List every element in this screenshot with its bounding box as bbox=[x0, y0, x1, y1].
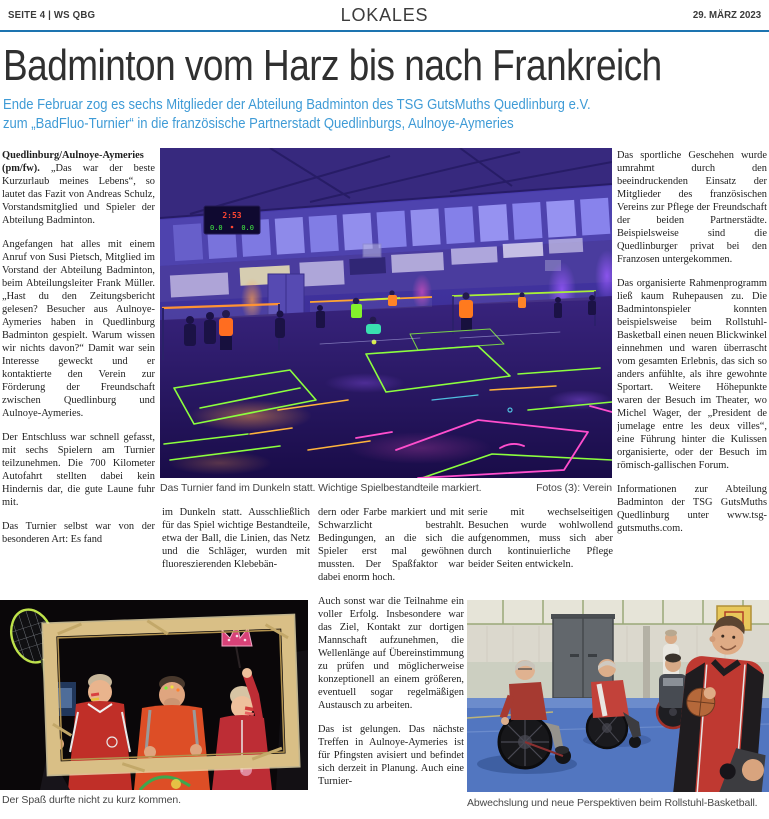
subhead-line-2: zum „BadFluo-Turnier“ in die französische Partnerstadt Quedlinburgs, Aulnoye-Aymeries bbox=[3, 116, 514, 132]
section-title: LOKALES bbox=[340, 5, 429, 25]
paragraph: Auch sonst war die Teilnahme ein voller Erfolg. Insbesondere war das Ziel, Kontakt zur dortigen Mannschaft aufzunehmen, die Wellenlänge auf Übereinstimmung zu prüfen und möglicherweise konzeptionell an einem größeren, eventuell sogar regelmäßigen Austausch zu arbeiten. bbox=[318, 596, 464, 711]
basketball-backboard bbox=[363, 244, 381, 257]
paragraph: Der Entschluss war schnell gefasst, mit sechs Spielern am Turnier teilzunehmen. Die 700 Kilometer Autofahrt stellten dabei kein Hindernis dar, die gute Laune fuhr mit. bbox=[2, 432, 155, 508]
main-photo-caption: Das Turnier fand im Dunkeln statt. Wichtige Spielbestandteile markiert. bbox=[160, 482, 482, 494]
paragraph: Informationen zur Abteilung Badminton der TSG GutsMuths Quedlinburg unter www.tsg-gutsmuths.com. bbox=[617, 484, 767, 534]
accent-rule bbox=[0, 30, 769, 32]
paragraph: Das sportliche Geschehen wurde umrahmt durch den beeindruckenden Einsatz der Mitglieder des französischen Vereins zur Pflege der Freundschaft der beiden Partnerstädte. Beispielsweise sind die Quedlinburger privat bei den Franzosen untergekommen. bbox=[617, 150, 767, 265]
article-column-2 bbox=[162, 506, 310, 602]
headline: Badminton vom Harz bis nach Frankreich bbox=[3, 41, 662, 90]
subhead-line-1: Ende Februar zog es sechs Mitglieder der Abteilung Badminton des TSG GutsMuths Quedlinburg e.V. bbox=[3, 97, 591, 113]
paragraph: Angefangen hat alles mit einem Anruf von Susi Pietsch, Mitglied im Vorstand der Abteilung Badminton, beim Abteilungsleiter Frank Müller. „Hast du den Zeitungsbericht gelesen? Besucher aus Aulnoye-Aymeries haben in Quedlinburg Badminton gespielt. Warum wissen wir nichts davon?“ Damit war sein Interesse geweckt und er kontaktierte den Verein zur Förderung der Freundschaft zwischen Quedlinburg und Aulnoye-Aymeries. bbox=[2, 239, 155, 419]
frame-photo-caption: Der Spaß durfte nicht zu kurz kommen. bbox=[2, 794, 181, 806]
article-column-1 bbox=[2, 149, 155, 601]
frame-photo-team bbox=[0, 600, 308, 790]
scoreboard-score-right: 0.0 bbox=[241, 224, 254, 232]
scoreboard-time: 2:53 bbox=[222, 211, 242, 220]
subhead bbox=[3, 96, 591, 134]
paragraph: im Dunkeln statt. Ausschließlich für das Spiel wichtige Bestandteile, etwa der Ball, die Linien, das Netz und die Schläger, wurden mit fluoreszierenden Klebebän- bbox=[162, 507, 310, 570]
photo-credit: Fotos (3): Verein bbox=[536, 482, 612, 494]
paragraph: serie mit wechselseitigen Besuchen wurde wohlwollend aufgenommen, muss sich aber durch kontinuierliche Pflege beider Seiten entwickeln. bbox=[468, 507, 613, 570]
wheelchair-basketball-photo bbox=[467, 600, 769, 792]
article-column-3 bbox=[318, 506, 464, 818]
paragraph: Quedlinburg/Aulnoye-Aymeries (pm/fw). „Das war der beste Kurzurlaub meines Lebens“, so lautet das Fazit von Andreas Schulz, Vorstandsmitglied und Spieler der Abteilung Badminton. bbox=[2, 150, 155, 226]
dateline: Quedlinburg/Aulnoye-Aymeries (pm/fw). bbox=[2, 150, 144, 174]
scoreboard bbox=[204, 206, 260, 234]
main-photo-caption-row bbox=[160, 482, 612, 494]
paragraph: Das organisierte Rahmenprogramm ließ kaum Ruhepausen zu. Die Badmintonspieler konnten beispielsweise beim Rollstuhl-Basketball einen neuen Blickwinkel einnehmen und waren überrascht vom gesamten Erlebnis, das sich so anders anfühlte, als ihre gewohnte Sportart. Weitere Höhepunkte waren der Besuch im Theater, wo Michel Wager, der „President de jumelage entre les deux villes“, eine Führung hinter die Kulissen organisierte, oder der Besuch im römisch-gallischen Forum. bbox=[617, 278, 767, 471]
paragraph: dern oder Farbe markiert und mit Schwarzlicht bestrahlt. Bedingungen, an die sich die Spieler erst mal gewöhnen mussten. Der Spaßfaktor war dabei enorm hoch. bbox=[318, 507, 464, 583]
article-column-4 bbox=[468, 506, 613, 602]
scoreboard-score-left: 0.0 bbox=[210, 224, 223, 232]
issue-date: 29. MÄRZ 2023 bbox=[692, 9, 761, 21]
page-info: SEITE 4 | WS QBG bbox=[8, 9, 96, 21]
paragraph: Das ist gelungen. Das nächste Treffen in Aulnoye-Aymeries ist für Pfingsten avisiert und befindet sich derzeit in Planung. Auch eine Turnier- bbox=[318, 724, 464, 787]
paragraph: Das Turnier selbst war von der besonderen Art: Es fand bbox=[2, 521, 155, 545]
wheelchair-photo-caption: Abwechslung und neue Perspektiven beim Rollstuhl-Basketball. bbox=[467, 797, 758, 809]
article-column-5 bbox=[617, 149, 767, 599]
main-photo-blacklight-badminton bbox=[160, 148, 612, 478]
